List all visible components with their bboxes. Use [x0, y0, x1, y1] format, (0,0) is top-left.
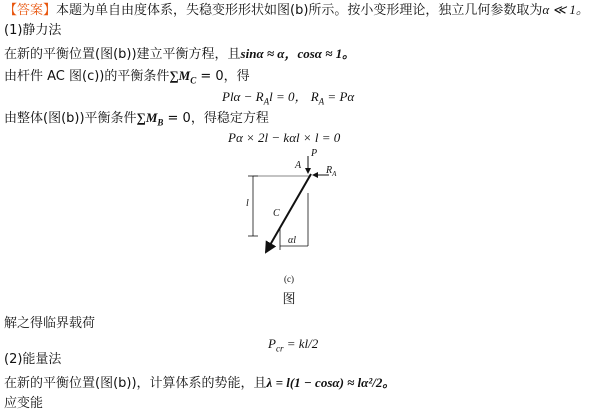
static-line-3	[4, 110, 269, 131]
equation-2: Pα × 2l − kαl × l = 0	[228, 130, 341, 145]
static-line-3-post: = 0，得稳定方程	[163, 111, 269, 126]
figure-caption: (c)	[284, 274, 294, 284]
static-line-1-text: 在新的平衡位置(图(b))建立平衡方程，且	[4, 47, 241, 62]
static-line-1	[4, 46, 355, 63]
eq1-a: Plα − R	[222, 89, 264, 104]
equation-1	[222, 89, 354, 110]
eq1-b: l = 0， R	[269, 89, 319, 104]
energy-line-2: 应变能	[4, 396, 44, 411]
intro-text: 本题为单自由度体系，失稳变形形状如图(b)所示。按小变形理论，独立几何参数取为	[56, 3, 543, 18]
critical-equation	[268, 336, 318, 357]
intro-math: α ≪ 1。	[542, 2, 589, 17]
static-line-2	[4, 68, 250, 89]
static-line-3-text: 由整体(图(b))平衡条件	[4, 111, 137, 126]
sum-mc: ∑M	[169, 68, 191, 83]
static-line-1-math: sinα ≈ α，cosα ≈ 1。	[240, 46, 356, 61]
static-line-2-post: = 0，得	[196, 69, 250, 84]
eq1-c: = Pα	[324, 89, 355, 104]
static-method-heading: (1)静力法	[4, 23, 62, 38]
figure-title: 图	[282, 292, 296, 307]
label-r: $R_A$	[326, 165, 337, 178]
energy-method-heading: (2)能量法	[4, 352, 62, 367]
label-a: A	[295, 160, 302, 171]
energy-line-1	[4, 375, 395, 392]
answer-tag: 【答案】	[4, 3, 57, 18]
critical-load-line: 解之得临界载荷	[4, 316, 96, 331]
label-c: C	[273, 208, 280, 219]
sum-mb-sub: B	[157, 117, 164, 128]
sum-mb: ∑M	[136, 110, 158, 125]
label-p: P	[311, 148, 318, 159]
intro-line	[4, 2, 589, 19]
label-al: αl	[288, 235, 297, 246]
eq1-sub: A	[263, 96, 270, 107]
pcr-rest: = kl/2	[283, 336, 319, 351]
figure-c	[238, 146, 358, 286]
label-l: l	[246, 198, 249, 209]
energy-line-1-text: 在新的平衡位置(图(b))，计算体系的势能，且	[4, 376, 267, 391]
static-line-2-text: 由杆件 AC 图(c))的平衡条件	[4, 69, 170, 84]
eq1-sub2: A	[318, 96, 325, 107]
pcr-p: P	[268, 336, 276, 351]
energy-line-1-math: λ = l(1 − cosα) ≈ lα²/2。	[266, 375, 396, 390]
sum-mc-sub: C	[190, 75, 197, 86]
pcr-sub: cr	[275, 343, 284, 354]
